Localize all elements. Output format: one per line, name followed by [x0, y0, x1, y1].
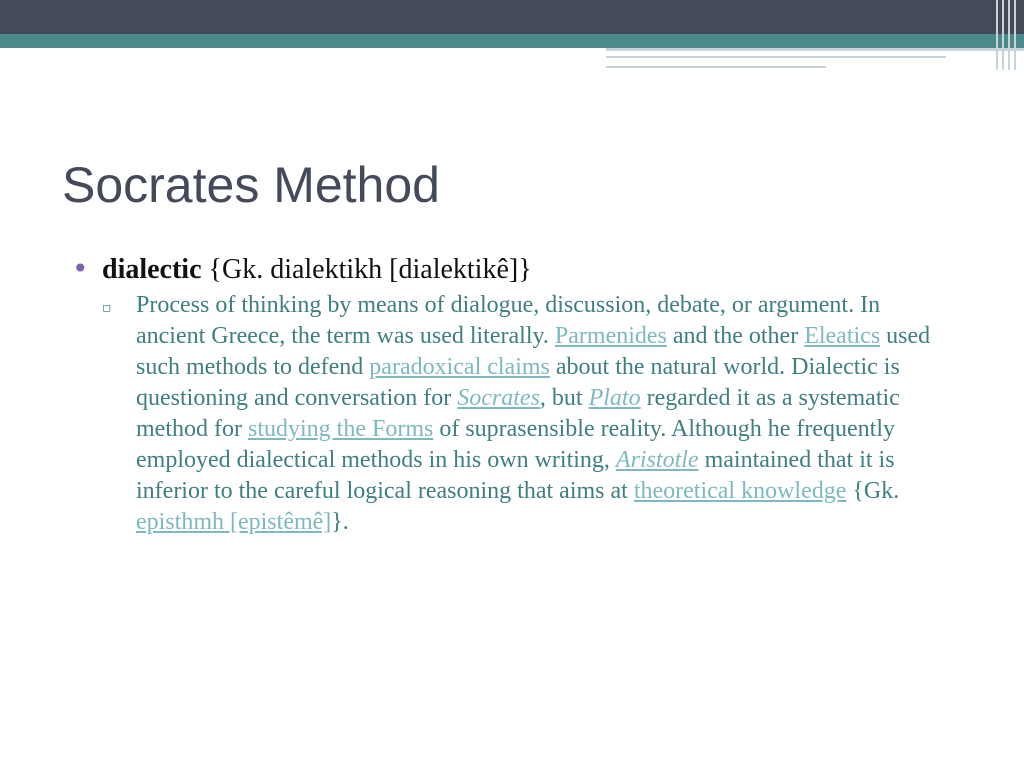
text-run: }. [331, 509, 349, 535]
header-deco-line [606, 56, 946, 58]
term: dialectic [102, 254, 202, 285]
slide-title: Socrates Method [62, 157, 440, 213]
header-accent-band [0, 34, 1024, 48]
square-bullet-icon: ▫ [102, 300, 112, 316]
header-deco-line-2 [606, 66, 826, 68]
text-run: regarded it as a systematic method for [136, 385, 900, 442]
link-theoretical-knowledge[interactable]: theoretical knowledge [633, 478, 847, 504]
text-run: about the natural world. Dialectic is questioning and conversation for [136, 354, 900, 411]
link-studying-the-forms[interactable]: studying the Forms [247, 416, 434, 442]
text-run: of suprasensible reality. Although he frequently employed dialectical methods in his own writing, [136, 416, 895, 473]
text-run: {Gk. [846, 478, 900, 504]
link-episteme[interactable]: episthmh [epistêmê] [136, 509, 332, 535]
link-aristotle[interactable]: Aristotle [615, 447, 699, 473]
link-socrates[interactable]: Socrates [457, 385, 540, 411]
text-run: , but [539, 385, 589, 411]
link-eleatics[interactable]: Eleatics [804, 323, 881, 349]
header-bar [0, 0, 1024, 34]
header-deco-stripe [606, 48, 1024, 51]
header-vertical-stripes [994, 0, 1024, 70]
bullet-item [72, 252, 952, 286]
etymology: {Gk. dialektikh [dialektikê]} [208, 254, 532, 285]
link-plato[interactable]: Plato [588, 385, 641, 411]
definition-text [136, 290, 952, 538]
text-run: and the other [666, 323, 805, 349]
text-run: used such methods to defend [136, 323, 931, 380]
text-run: maintained that it is inferior to the careful logical reasoning that aims at [136, 447, 895, 504]
text-run: Process of thinking by means of dialogue, discussion, debate, or argument. In ancient Greece, the term was used literally. [136, 292, 881, 349]
sub-bullet-item [72, 290, 952, 538]
link-parmenides[interactable]: Parmenides [554, 323, 667, 349]
bullet-text [102, 254, 532, 286]
slide-content [72, 252, 952, 538]
bullet-dot-icon: • [72, 252, 89, 285]
link-paradoxical-claims[interactable]: paradoxical claims [369, 354, 550, 380]
